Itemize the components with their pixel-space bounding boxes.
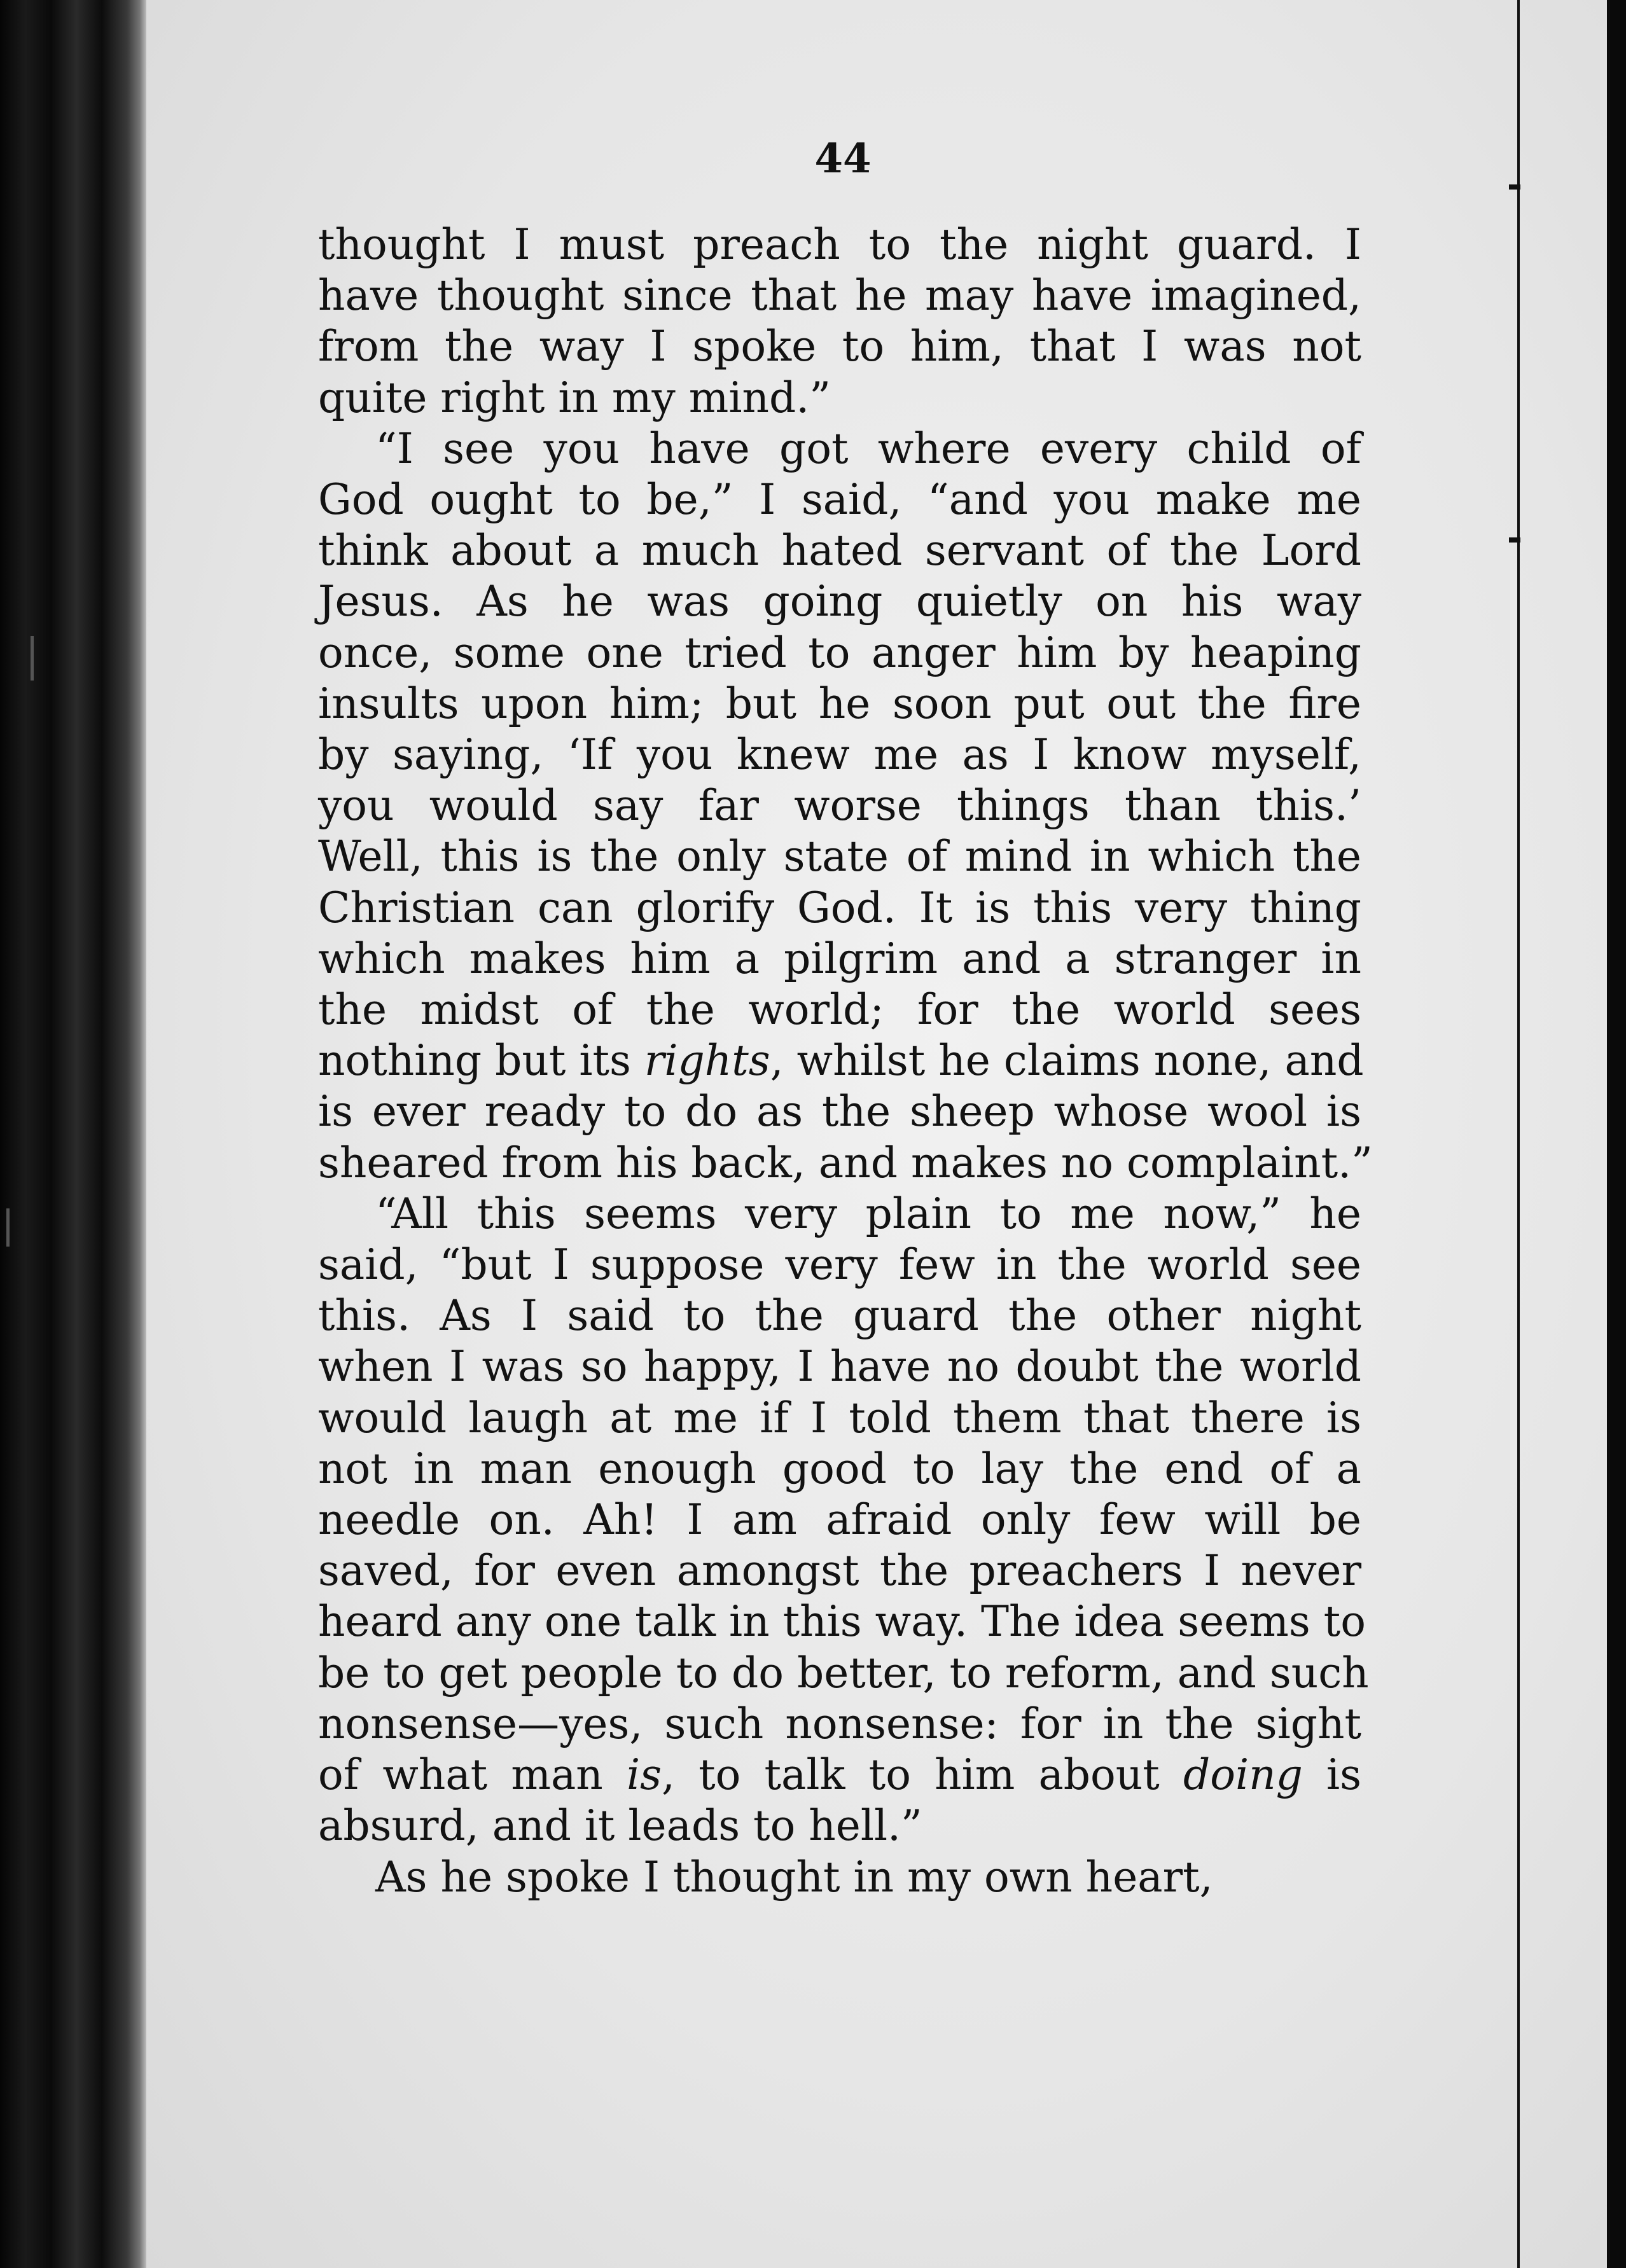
page-number: 44 (814, 135, 872, 183)
text-line: which makes him a pilgrim and a stranger in (318, 934, 1361, 983)
text-line: God ought to be,” I said, “and you make me (318, 475, 1361, 525)
text-line: once, some one tried to anger him by heaping (318, 628, 1361, 677)
text-line: this. As I said to the guard the other night (318, 1291, 1361, 1341)
text-line: said, “but I suppose very few in the world see (318, 1240, 1361, 1290)
text-line: thought I must preach to the night guard. I (318, 220, 1361, 269)
book-binding-edge (0, 0, 146, 2268)
text-line: the midst of the world; for the world sees (318, 985, 1361, 1035)
scan-mark (6, 1208, 10, 1247)
text-line: saved, for even amongst the preachers I never (318, 1546, 1361, 1596)
text-line: insults upon him; but he soon put out the fire (318, 679, 1361, 728)
italic-word: doing (1183, 1750, 1303, 1800)
text-line: have thought since that he may have imagined, (318, 271, 1361, 321)
text-line: think about a much hated servant of the Lord (318, 526, 1361, 576)
page-edge-tick (1509, 184, 1520, 190)
text-line: sheared from his back, and makes no complaint.” (318, 1138, 1373, 1187)
text-line: quite right in my mind.” (318, 373, 831, 422)
text-line: is ever ready to do as the sheep whose wool is (318, 1087, 1361, 1137)
text-line: nothing but its rights, whilst he claims none, and (318, 1036, 1364, 1086)
text-line: would laugh at me if I told them that there is (318, 1393, 1361, 1442)
text-line: of what man is, to talk to him about doing is (318, 1750, 1362, 1800)
scan-mark (31, 636, 34, 681)
text-line: when I was so happy, I have no doubt the world (318, 1342, 1361, 1392)
text-line: from the way I spoke to him, that I was not (318, 322, 1361, 371)
text-line: nonsense—yes, such nonsense: for in the sight (318, 1699, 1361, 1748)
text-line: Christian can glorify God. It is this very thing (318, 883, 1361, 932)
scan-right-edge (1607, 0, 1626, 2268)
page-edge-line (1517, 0, 1520, 2268)
text-line: Well, this is the only state of mind in which the (318, 832, 1361, 882)
text-line: “I see you have got where every child of (375, 424, 1361, 473)
italic-word: is (626, 1750, 662, 1800)
text-line: by saying, ‘If you knew me as I know myself, (318, 730, 1361, 780)
text-line: absurd, and it leads to hell.” (318, 1801, 922, 1851)
page-edge-tick (1509, 537, 1520, 543)
text-line: be to get people to do better, to reform, and such (318, 1648, 1369, 1698)
italic-word: rights (644, 1036, 770, 1086)
text-line: Jesus. As he was going quietly on his way (318, 577, 1361, 626)
text-line: not in man enough good to lay the end of a (318, 1444, 1361, 1493)
text-line: you would say far worse things than this.’ (318, 781, 1361, 831)
body-text (318, 219, 1373, 1903)
text-line: “All this seems very plain to me now,” he (375, 1189, 1361, 1238)
text-line: As he spoke I thought in my own heart, (375, 1852, 1213, 1902)
text-line: needle on. Ah! I am afraid only few will be (318, 1495, 1361, 1545)
text-line: heard any one talk in this way. The idea seems to (318, 1597, 1366, 1647)
